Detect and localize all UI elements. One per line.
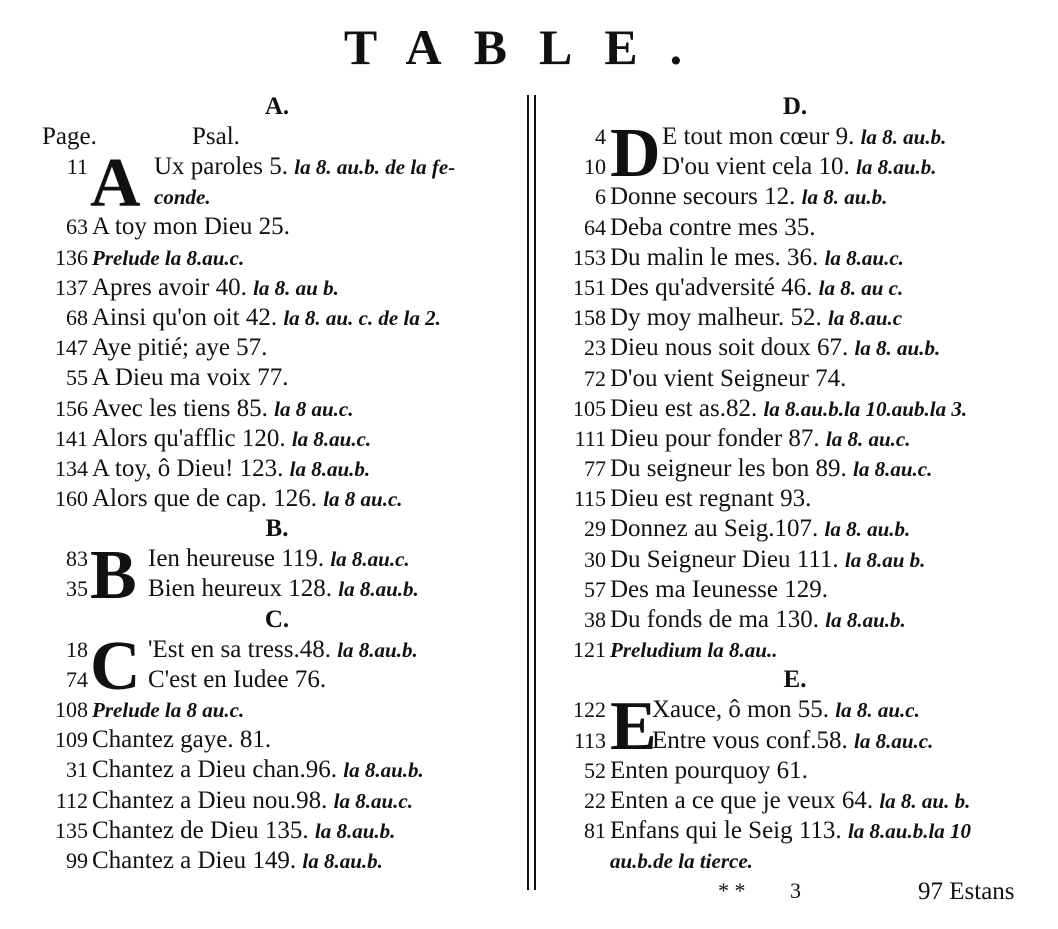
psalm-incipit: Enten pourquoy 61. bbox=[610, 756, 808, 784]
table-row bbox=[560, 605, 1030, 635]
page-number: 23 bbox=[584, 335, 606, 361]
section-header-c: C. bbox=[264, 605, 290, 633]
entry-list bbox=[42, 695, 512, 876]
entry-text bbox=[92, 635, 512, 665]
table-row bbox=[560, 454, 1030, 484]
drop-cap-letter: A bbox=[90, 145, 141, 222]
tone-note: la 8. au b. bbox=[253, 275, 339, 300]
table-row bbox=[560, 333, 1030, 363]
tone-note: la 8.au.b. bbox=[338, 577, 419, 602]
tone-note: la 8.au.b. bbox=[343, 758, 424, 783]
psalm-incipit: Alors qu'afflic 120. bbox=[92, 424, 286, 452]
tone-note: la 8.au.c. bbox=[854, 728, 934, 753]
page-number: 10 bbox=[584, 154, 606, 180]
psalm-incipit: Dieu nous soit doux 67. bbox=[610, 334, 849, 362]
entry-text bbox=[610, 514, 1030, 544]
drop-cap-block-b bbox=[42, 537, 512, 615]
page-number: 141 bbox=[55, 425, 88, 451]
page-number: 122 bbox=[573, 697, 606, 723]
tone-note: la 8. au. c. de la 2. bbox=[283, 305, 441, 330]
catchword: 97 Estans bbox=[918, 878, 1015, 905]
entry-list bbox=[560, 756, 1030, 877]
tone-note: la 8. au.c. bbox=[835, 698, 920, 723]
entry-text bbox=[610, 303, 1030, 333]
page-number: 72 bbox=[584, 365, 606, 391]
entry-text bbox=[610, 695, 1030, 725]
page-number: 135 bbox=[55, 817, 88, 843]
psal-label: Psal. bbox=[192, 123, 240, 150]
entry-text bbox=[92, 212, 512, 242]
psalm-incipit: C'est en Iudee 76. bbox=[148, 665, 327, 693]
entry-text bbox=[610, 816, 1030, 846]
drop-cap-block-a bbox=[42, 145, 512, 222]
entry-text bbox=[610, 846, 1030, 876]
entry-text bbox=[92, 725, 512, 755]
entry-text bbox=[610, 364, 1030, 394]
tone-note: la 8.au.c. bbox=[824, 245, 904, 270]
psalm-incipit: A toy mon Dieu 25. bbox=[92, 213, 290, 241]
entry-text bbox=[92, 424, 512, 454]
drop-cap-letter: E bbox=[610, 688, 657, 766]
psalm-incipit: Chantez a Dieu 149. bbox=[92, 846, 297, 874]
table-row bbox=[560, 394, 1030, 424]
psalm-incipit: Ainsi qu'on oit 42. bbox=[92, 303, 278, 331]
table-row bbox=[42, 725, 512, 755]
tone-note: la 8 au.c. bbox=[274, 396, 354, 421]
entry-text bbox=[610, 484, 1030, 514]
tone-note: au.b.de la tierce. bbox=[610, 849, 753, 874]
psalm-incipit: Apres avoir 40. bbox=[92, 273, 247, 301]
page-number: 153 bbox=[573, 244, 606, 270]
entry-list bbox=[42, 212, 512, 514]
table-row bbox=[560, 243, 1030, 273]
psalm-incipit: Entre vous conf.58. bbox=[652, 726, 848, 754]
table-row bbox=[42, 755, 512, 785]
table-row bbox=[560, 816, 1030, 846]
psalm-incipit: A Dieu ma voix 77. bbox=[92, 364, 289, 392]
entry-text bbox=[92, 363, 512, 393]
psalm-incipit: Du fonds de ma 130. bbox=[610, 606, 819, 633]
psalm-incipit: Enfans qui le Seig 113. bbox=[610, 817, 842, 845]
drop-cap-block-d bbox=[560, 115, 1030, 192]
entry-text bbox=[92, 484, 512, 514]
table-row bbox=[42, 786, 512, 816]
psalm-incipit: Avec les tiens 85. bbox=[92, 394, 268, 422]
psalm-incipit: Chantez a Dieu chan.96. bbox=[92, 756, 338, 784]
entry-text bbox=[610, 333, 1030, 363]
page-number: 11 bbox=[66, 154, 88, 179]
entry-text bbox=[610, 726, 1030, 756]
page-number: 137 bbox=[55, 274, 88, 300]
page-number: 30 bbox=[584, 546, 606, 572]
table-row bbox=[42, 484, 512, 514]
table-row bbox=[560, 545, 1030, 575]
page-number: 113 bbox=[573, 727, 606, 753]
tone-note: la 8.au.c. bbox=[291, 426, 372, 451]
psalm-incipit: D'ou vient cela 10. bbox=[662, 153, 850, 181]
page-number: 52 bbox=[584, 757, 606, 783]
drop-cap-block-e bbox=[560, 688, 1030, 766]
page-number: 108 bbox=[55, 697, 88, 722]
psalm-incipit: Chantez de Dieu 135. bbox=[92, 816, 309, 844]
page-number: 4 bbox=[595, 124, 606, 149]
tone-note: la 8.au.c. bbox=[330, 547, 410, 572]
psalm-incipit: E tout mon cœur 9. bbox=[662, 123, 855, 150]
psalm-incipit: Donne secours 12. bbox=[610, 183, 796, 211]
entry-text bbox=[92, 394, 512, 424]
page-number: 68 bbox=[66, 304, 88, 330]
psalm-incipit: Xauce, ô mon 55. bbox=[652, 696, 830, 724]
table-row bbox=[42, 846, 512, 876]
psalm-incipit: Dieu pour fonder 87. bbox=[610, 424, 820, 452]
table-row bbox=[42, 303, 512, 333]
table-row bbox=[560, 575, 1030, 605]
page-number: 31 bbox=[66, 757, 88, 783]
tone-note: la 8.au.b. bbox=[314, 818, 396, 843]
column-divider bbox=[534, 95, 536, 890]
psalm-incipit: Alors que de cap. 126. bbox=[92, 485, 317, 513]
tone-note: la 8.au.b. bbox=[825, 608, 906, 632]
page-number: 115 bbox=[573, 486, 606, 512]
page-number: 63 bbox=[66, 214, 88, 240]
psalm-incipit: Dy moy malheur. 52. bbox=[610, 304, 822, 332]
entry-text bbox=[610, 635, 1030, 665]
tone-note: la 8.au.c. bbox=[333, 788, 413, 813]
table-row bbox=[560, 364, 1030, 394]
entry-text bbox=[92, 755, 512, 785]
drop-cap-block-c bbox=[42, 627, 512, 705]
entry-text bbox=[92, 152, 512, 182]
psalm-incipit: Chantez gaye. 81. bbox=[92, 726, 272, 754]
signature-mark: 3 bbox=[790, 878, 801, 903]
tone-note: la 8. au.b. bbox=[860, 125, 947, 149]
entry-text bbox=[610, 152, 1030, 182]
tone-note: la 8. au c. bbox=[818, 275, 904, 300]
psalm-incipit: D'ou vient Seigneur 74. bbox=[610, 364, 847, 392]
page-number: 22 bbox=[584, 787, 606, 813]
tone-note: la 8.au.b.la 10.aub.la 3. bbox=[763, 396, 968, 421]
page-number: 158 bbox=[573, 305, 606, 331]
entry-text bbox=[610, 394, 1030, 424]
psalm-incipit: Enten a ce que je veux 64. bbox=[610, 786, 874, 814]
entry-text bbox=[92, 182, 512, 212]
drop-cap-letter: C bbox=[90, 627, 141, 705]
tone-note: la 8.au.c. bbox=[853, 457, 933, 482]
table-row bbox=[42, 273, 512, 303]
tone-note: la 8. au.b. bbox=[824, 517, 911, 542]
tone-note: conde. bbox=[154, 185, 211, 210]
page-number: 160 bbox=[55, 486, 88, 512]
entry-text bbox=[92, 303, 512, 333]
page-number: 105 bbox=[573, 395, 606, 421]
entry-text bbox=[610, 786, 1030, 816]
tone-note: la 8.au b. bbox=[844, 547, 926, 572]
page-number: 147 bbox=[55, 335, 88, 361]
entry-list bbox=[560, 182, 1030, 665]
table-row bbox=[42, 243, 512, 273]
tone-note: la 8. au.b. bbox=[801, 185, 888, 210]
page-number: 35 bbox=[66, 576, 88, 602]
page-number: 99 bbox=[66, 847, 88, 873]
psalm-incipit: Ien heureuse 119. bbox=[148, 545, 325, 573]
table-row bbox=[560, 273, 1030, 303]
entry-text bbox=[610, 605, 1030, 635]
table-row bbox=[42, 816, 512, 846]
tone-note: la 8 au.c. bbox=[323, 487, 403, 512]
page-number: 136 bbox=[55, 244, 88, 270]
page-number: 121 bbox=[573, 637, 606, 663]
psalm-incipit: Dieu est as.82. bbox=[610, 394, 758, 422]
page-number: 134 bbox=[55, 455, 88, 481]
table-row bbox=[42, 333, 512, 363]
section-header-e: E. bbox=[783, 666, 807, 694]
page-number: 77 bbox=[584, 456, 606, 482]
tone-note: Preludium la 8.au.. bbox=[610, 638, 778, 663]
tone-note: Prelude la 8 au.c. bbox=[92, 698, 245, 722]
entry-text bbox=[92, 846, 512, 876]
section-header-b: B. bbox=[265, 515, 289, 543]
psalm-incipit: Ux paroles 5. bbox=[154, 153, 288, 180]
page-number: 112 bbox=[55, 787, 88, 813]
entry-text bbox=[610, 213, 1030, 243]
page-number: 156 bbox=[55, 395, 88, 421]
table-row bbox=[560, 786, 1030, 816]
page-label: Page. bbox=[42, 123, 97, 150]
drop-cap-letter: D bbox=[610, 115, 661, 192]
psalm-incipit: Bien heureux 128. bbox=[148, 575, 332, 603]
entry-text bbox=[92, 544, 512, 574]
table-row bbox=[560, 484, 1030, 514]
entry-text bbox=[92, 454, 512, 484]
page-number: 18 bbox=[66, 636, 88, 662]
tone-note: la 8. au.c. bbox=[825, 426, 911, 451]
table-row bbox=[560, 635, 1030, 665]
ornament-stars: * * bbox=[718, 878, 746, 903]
page-number: 83 bbox=[66, 546, 88, 572]
entry-text bbox=[92, 273, 512, 303]
psalm-incipit: Donnez au Seig.107. bbox=[610, 515, 819, 543]
tone-note: la 8.au.c bbox=[828, 306, 903, 331]
page-number: 81 bbox=[584, 818, 606, 844]
tone-note: la 8. au.b. de la fe- bbox=[294, 155, 456, 179]
psalm-incipit: Du malin le mes. 36. bbox=[610, 243, 819, 271]
table-row bbox=[42, 363, 512, 393]
page-number: 6 bbox=[595, 184, 606, 210]
page-number: 57 bbox=[584, 576, 606, 602]
entry-text bbox=[92, 333, 512, 363]
page-number: 151 bbox=[573, 274, 606, 300]
psalm-incipit: Aye pitié; aye 57. bbox=[92, 334, 268, 362]
tone-note: la 8. au.b. bbox=[854, 336, 941, 361]
psalm-incipit: 'Est en sa tress.48. bbox=[148, 635, 331, 663]
entry-text bbox=[92, 786, 512, 816]
table-row bbox=[560, 213, 1030, 243]
page-number: 109 bbox=[55, 727, 88, 753]
entry-text bbox=[610, 273, 1030, 303]
entry-text bbox=[92, 243, 512, 273]
tone-note: la 8.au.b. bbox=[302, 848, 383, 873]
tone-note: la 8.au.b.la 10 bbox=[847, 819, 972, 844]
page-number: 55 bbox=[66, 365, 88, 391]
tone-note: la 8.au.b. bbox=[856, 155, 937, 180]
tone-note: Prelude la 8.au.c. bbox=[92, 245, 245, 270]
psalm-incipit: Dieu est regnant 93. bbox=[610, 485, 812, 513]
tone-note: la 8.au.b. bbox=[289, 456, 371, 481]
entry-text bbox=[610, 545, 1030, 575]
psalm-incipit: Deba contre mes 35. bbox=[610, 213, 816, 241]
table-row bbox=[42, 394, 512, 424]
section-header-a: A. bbox=[264, 93, 290, 120]
table-row bbox=[560, 846, 1030, 876]
entry-text bbox=[610, 243, 1030, 273]
entry-text bbox=[92, 665, 512, 695]
table-row bbox=[560, 424, 1030, 454]
page-number: 111 bbox=[574, 425, 606, 451]
psalm-incipit: Du seigneur les bon 89. bbox=[610, 455, 847, 483]
tone-note: la 8. au. b. bbox=[879, 788, 971, 813]
page-number: 74 bbox=[66, 666, 88, 692]
drop-cap-letter: B bbox=[90, 537, 137, 615]
page-number: 29 bbox=[584, 516, 606, 542]
psalm-incipit: Des ma Ieunesse 129. bbox=[610, 575, 828, 603]
psalm-incipit: Chantez a Dieu nou.98. bbox=[92, 786, 328, 814]
entry-text bbox=[610, 182, 1030, 212]
entry-text bbox=[610, 122, 1030, 152]
column-divider bbox=[527, 95, 529, 890]
table-row bbox=[42, 454, 512, 484]
table-row bbox=[560, 514, 1030, 544]
page-number: 38 bbox=[584, 607, 606, 632]
psalm-incipit: Des qu'adversité 46. bbox=[610, 273, 813, 301]
entry-text bbox=[92, 695, 512, 725]
table-row bbox=[560, 303, 1030, 333]
psalm-incipit: Du Seigneur Dieu 111. bbox=[610, 545, 839, 573]
right-column bbox=[560, 92, 1030, 877]
entry-text bbox=[610, 756, 1030, 786]
page-title: TABLE. bbox=[343, 19, 715, 75]
left-column bbox=[42, 92, 512, 876]
entry-text bbox=[610, 424, 1030, 454]
page-number: 64 bbox=[584, 214, 606, 240]
tone-note: la 8.au.b. bbox=[337, 637, 418, 662]
entry-text bbox=[610, 575, 1030, 605]
section-header-d: D. bbox=[782, 93, 808, 120]
entry-text bbox=[92, 816, 512, 846]
entry-text bbox=[610, 454, 1030, 484]
entry-text bbox=[92, 574, 512, 604]
psalm-incipit: A toy, ô Dieu! 123. bbox=[92, 454, 284, 482]
table-row bbox=[42, 424, 512, 454]
